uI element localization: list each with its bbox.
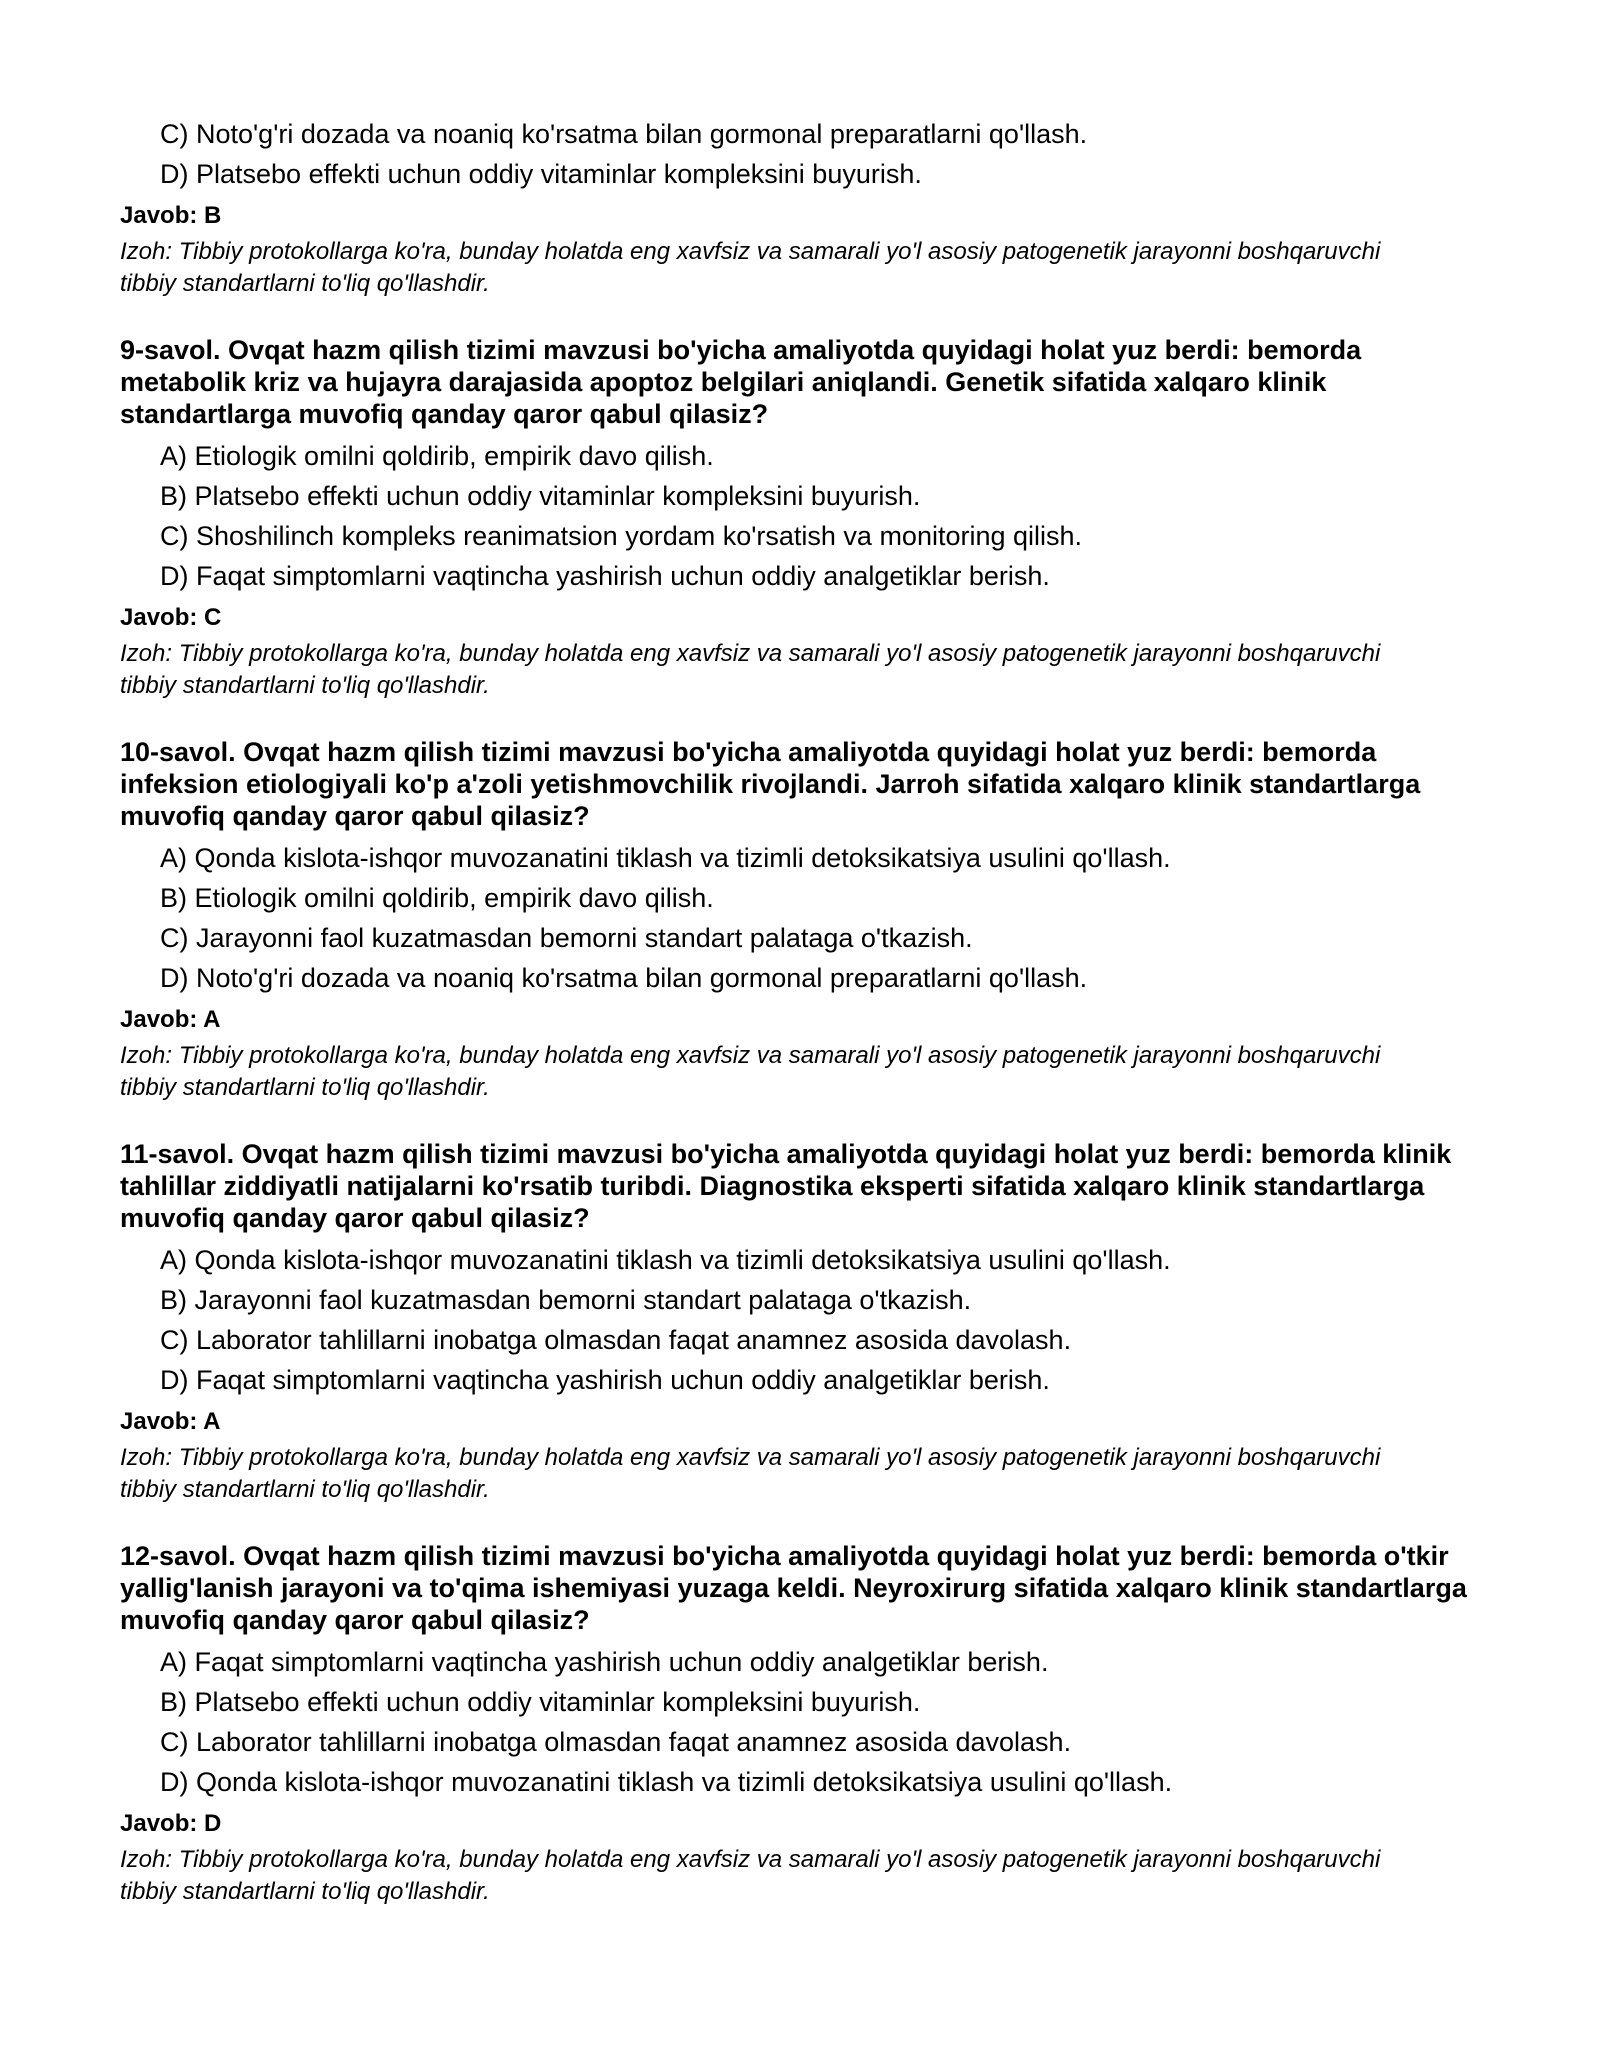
option-c: C) Laborator tahlillarni inobatga olmasdan faqat anamnez asosida davolash. (160, 1727, 1072, 1757)
question-text: 11-savol. Ovqat hazm qilish tizimi mavzusi bo'yicha amaliyotda quyidagi holat yuz berdi: bemorda klinik tahlillar ziddiyatli natijalarni ko'rsatib turibdi. Diagnostika eksperti sifatida xalqaro klinik standartlarga muvofiq qanday qaror qabul qilasiz? (120, 1139, 1452, 1233)
question-9-block (120, 334, 1480, 702)
option-b: B) Jarayonni faol kuzatmasdan bemorni standart palataga o'tkazish. (160, 1285, 972, 1315)
option-b: B) Etiologik omilni qoldirib, empirik davo qilish. (160, 883, 714, 913)
option-d: D) Qonda kislota-ishqor muvozanatini tiklash va tizimli detoksikatsiya usulini qo'llash. (160, 1767, 1173, 1797)
option-d: D) Faqat simptomlarni vaqtincha yashirish uchun oddiy analgetiklar berish. (160, 1365, 1050, 1395)
explanation-note: Izoh: Tibbiy protokollarga ko'ra, bunday holatda eng xavfsiz va samarali yo'l asosiy patogenetik jarayonni boshqaruvchi tibbiy standartlarni to'liq qo'llashdir. (120, 238, 1381, 297)
document-page (120, 118, 1480, 1908)
option-a: A) Faqat simptomlarni vaqtincha yashirish uchun oddiy analgetiklar berish. (160, 1647, 1049, 1677)
option-c: C) Laborator tahlillarni inobatga olmasdan faqat anamnez asosida davolash. (160, 1325, 1072, 1355)
question-12-block (120, 1540, 1480, 1908)
answer-label: Javob: A (120, 1408, 221, 1435)
answer-label: Javob: D (120, 1810, 222, 1837)
option-d: D) Platsebo effekti uchun oddiy vitaminlar kompleksini buyurish. (160, 159, 922, 189)
answer-label: Javob: B (120, 202, 222, 229)
option-b: B) Platsebo effekti uchun oddiy vitaminlar kompleksini buyurish. (160, 481, 921, 511)
explanation-note: Izoh: Tibbiy protokollarga ko'ra, bunday holatda eng xavfsiz va samarali yo'l asosiy patogenetik jarayonni boshqaruvchi tibbiy standartlarni to'liq qo'llashdir. (120, 1846, 1381, 1905)
explanation-note: Izoh: Tibbiy protokollarga ko'ra, bunday holatda eng xavfsiz va samarali yo'l asosiy patogenetik jarayonni boshqaruvchi tibbiy standartlarni to'liq qo'llashdir. (120, 1042, 1381, 1101)
option-c: C) Jarayonni faol kuzatmasdan bemorni standart palataga o'tkazish. (160, 923, 973, 953)
question-10-block (120, 736, 1480, 1104)
answer-label: Javob: C (120, 604, 222, 631)
explanation-note: Izoh: Tibbiy protokollarga ko'ra, bunday holatda eng xavfsiz va samarali yo'l asosiy patogenetik jarayonni boshqaruvchi tibbiy standartlarni to'liq qo'llashdir. (120, 1444, 1381, 1503)
option-a: A) Qonda kislota-ishqor muvozanatini tiklash va tizimli detoksikatsiya usulini qo'llash. (160, 843, 1171, 873)
option-a: A) Qonda kislota-ishqor muvozanatini tiklash va tizimli detoksikatsiya usulini qo'llash. (160, 1245, 1171, 1275)
question-text: 9-savol. Ovqat hazm qilish tizimi mavzusi bo'yicha amaliyotda quyidagi holat yuz berdi: bemorda metabolik kriz va hujayra darajasida apoptoz belgilari aniqlandi. Genetik sifatida xalqaro klinik standartlarga muvofiq qanday qaror qabul qilasiz? (120, 335, 1362, 429)
option-d: D) Faqat simptomlarni vaqtincha yashirish uchun oddiy analgetiklar berish. (160, 561, 1050, 591)
explanation-note: Izoh: Tibbiy protokollarga ko'ra, bunday holatda eng xavfsiz va samarali yo'l asosiy patogenetik jarayonni boshqaruvchi tibbiy standartlarni to'liq qo'llashdir. (120, 640, 1381, 699)
question-text: 12-savol. Ovqat hazm qilish tizimi mavzusi bo'yicha amaliyotda quyidagi holat yuz berdi: bemorda o'tkir yallig'lanish jarayoni va to'qima ishemiyasi yuzaga keldi. Neyroxirurg sifatida xalqaro klinik standartlarga muvofiq qanday qaror qabul qilasiz? (120, 1541, 1467, 1635)
question-8-fragment (120, 118, 1480, 300)
question-text: 10-savol. Ovqat hazm qilish tizimi mavzusi bo'yicha amaliyotda quyidagi holat yuz berdi: bemorda infeksion etiologiyali ko'p a'zoli yetishmovchilik rivojlandi. Jarroh sifatida xalqaro klinik standartlarga muvofiq qanday qaror qabul qilasiz? (120, 737, 1421, 831)
question-11-block (120, 1138, 1480, 1506)
option-c: C) Noto'g'ri dozada va noaniq ko'rsatma bilan gormonal preparatlarni qo'llash. (160, 119, 1088, 149)
option-d: D) Noto'g'ri dozada va noaniq ko'rsatma bilan gormonal preparatlarni qo'llash. (160, 963, 1088, 993)
answer-label: Javob: A (120, 1006, 221, 1033)
option-a: A) Etiologik omilni qoldirib, empirik davo qilish. (160, 441, 714, 471)
option-b: B) Platsebo effekti uchun oddiy vitaminlar kompleksini buyurish. (160, 1687, 921, 1717)
option-c: C) Shoshilinch kompleks reanimatsion yordam ko'rsatish va monitoring qilish. (160, 521, 1083, 551)
